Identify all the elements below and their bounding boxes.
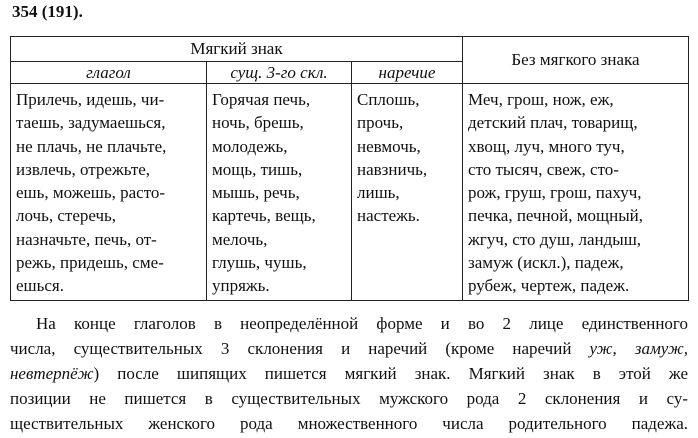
adverb-line: настежь.	[357, 206, 420, 226]
adverb-line: прочь,	[357, 113, 404, 133]
rule-text: ) после шипящих пишется мягкий знак. Мягкий знак в этой же	[93, 364, 688, 383]
adverb-line: лишь,	[357, 183, 400, 203]
spelling-table	[10, 36, 689, 301]
subheader-adverb: наречие	[352, 62, 463, 84]
noun-line: ночь, брешь,	[212, 113, 304, 133]
adverb-line: навзничь,	[357, 159, 428, 179]
exercise-title: 354 (191).	[12, 2, 83, 21]
subheader-verb: глагол	[11, 62, 207, 84]
rule-paragraph	[10, 311, 688, 436]
header-no-soft-sign: Без мягкого знака	[463, 37, 689, 84]
no-soft-line: рубеж, чертеж, падеж.	[468, 276, 630, 296]
subheader-noun: сущ. 3-го скл.	[207, 62, 352, 84]
verb-line: режь, придешь, сме-	[16, 253, 164, 273]
noun-line: упряжь.	[212, 276, 270, 296]
noun-line: мелочь,	[212, 229, 268, 249]
no-soft-line: рож, груш, грош, пахуч,	[468, 183, 642, 203]
adverb-line: невмочь,	[357, 136, 421, 156]
no-soft-line: печка, печной, мощный,	[468, 206, 643, 226]
column-verb	[11, 84, 207, 301]
no-soft-line: сто тысяч, свеж, сто-	[468, 159, 619, 179]
verb-line: не плачь, не плачьте,	[16, 136, 167, 156]
column-adverb	[352, 84, 463, 301]
verb-line: ешь, можешь, расто-	[16, 183, 166, 203]
verb-line: Прилечь, идешь, чи-	[16, 90, 165, 109]
rule-italic-text: уж, замуж,	[589, 339, 688, 358]
rule-line: позиции не пишется в существительных мужского рода 2 склонения и су-	[10, 389, 688, 408]
rule-line: ществительных женского рода множественного числа родительного падежа.	[10, 414, 688, 433]
verb-line: назначьте, печь, от-	[16, 229, 157, 249]
no-soft-line: Меч, грош, нож, еж,	[468, 90, 614, 109]
no-soft-line: замуж (искл.), падеж,	[468, 253, 624, 273]
column-no-soft-sign	[463, 84, 689, 301]
no-soft-line: детский плач, товарищ,	[468, 113, 638, 133]
column-noun	[207, 84, 352, 301]
noun-line: глушь, чушь,	[212, 253, 307, 273]
rule-text: числа, существительных 3 склонения и наречий (кроме наречий	[10, 339, 590, 358]
adverb-line: Сплошь,	[357, 90, 420, 109]
verb-line: лочь, стеречь,	[16, 206, 117, 226]
rule-line	[10, 336, 688, 361]
noun-line: картечь, вещь,	[212, 206, 316, 226]
verb-line: извлечь, отрежьте,	[16, 159, 151, 179]
header-soft-sign: Мягкий знак	[11, 37, 463, 62]
no-soft-line: жгуч, сто душ, ландыш,	[468, 229, 642, 249]
verb-line: ешься.	[16, 276, 65, 296]
rule-line	[10, 361, 688, 386]
noun-line: мощь, тишь,	[212, 159, 303, 179]
no-soft-line: хвощ, луч, много туч,	[468, 136, 625, 156]
rule-italic-text: невтерпёж	[10, 364, 94, 383]
noun-line: мышь, речь,	[212, 183, 300, 203]
verb-line: таешь, задумаешься,	[16, 113, 166, 133]
noun-line: Горячая печь,	[212, 90, 311, 109]
rule-line: На конце глаголов в неопределённой форме и во 2 лице единственного	[36, 314, 688, 333]
noun-line: молодежь,	[212, 136, 288, 156]
